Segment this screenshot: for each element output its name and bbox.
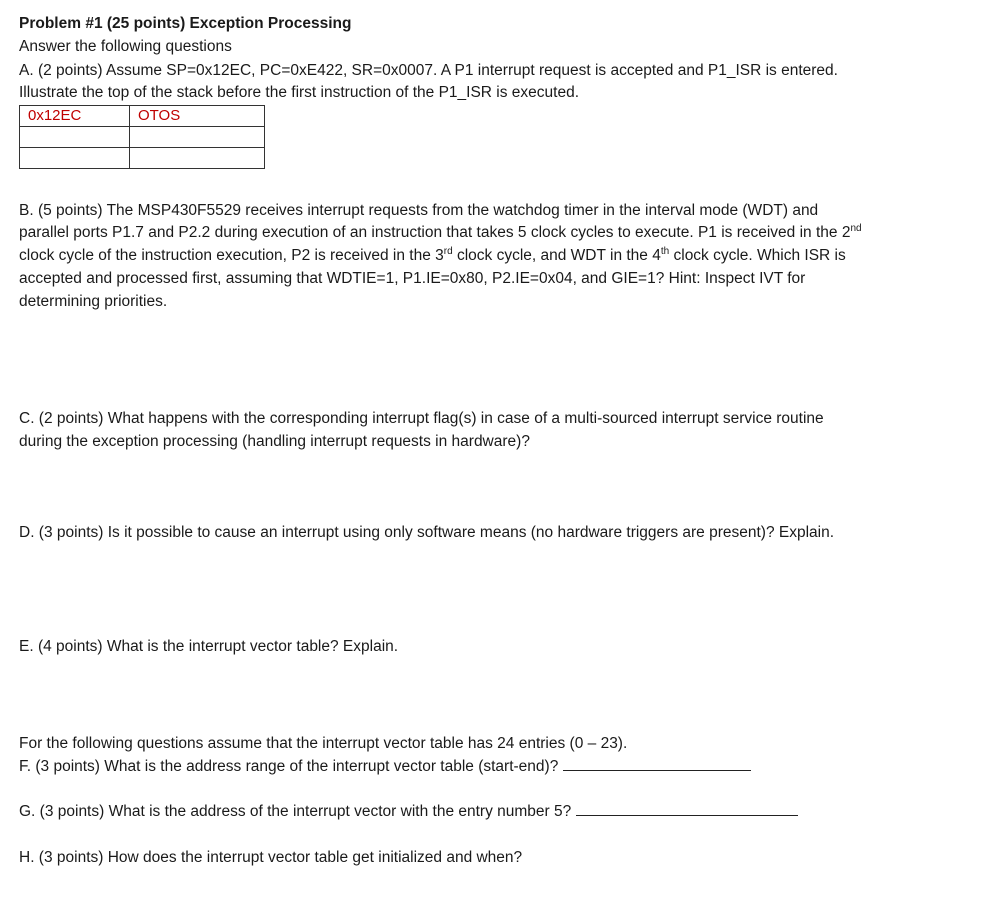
problem-instruction: Answer the following questions (19, 38, 232, 55)
stack-table (19, 105, 265, 169)
answer-blank-f[interactable] (563, 756, 751, 771)
stack-value-cell[interactable] (130, 127, 265, 148)
stack-address-cell[interactable] (20, 127, 130, 148)
problem-title: Problem #1 (25 points) Exception Processing (19, 15, 352, 32)
question-b-line-1: B. (5 points) The MSP430F5529 receives interrupt requests from the watchdog timer in the interval mode (WDT) and (19, 202, 819, 219)
question-b-line-2: parallel ports P1.7 and P2.2 during execution of an instruction that takes 5 clock cycles to execute. P1 is received in the 2nd (19, 223, 862, 241)
question-a-line-1: A. (2 points) Assume SP=0x12EC, PC=0xE422, SR=0x0007. A P1 interrupt request is accepted and P1_ISR is entered. (19, 62, 838, 79)
question-b-line-4: accepted and processed first, assuming that WDTIE=1, P1.IE=0x80, P2.IE=0x04, and GIE=1? Hint: Inspect IVT for (19, 270, 806, 287)
stack-address-cell[interactable] (20, 148, 130, 169)
question-f: F. (3 points) What is the address range of the interrupt vector table (start-end)? (19, 756, 751, 778)
stack-address-cell: 0x12EC (20, 106, 130, 127)
question-c-line-1: C. (2 points) What happens with the corresponding interrupt flag(s) in case of a multi-sourced interrupt service routine (19, 410, 824, 427)
stack-value-cell: OTOS (130, 106, 265, 127)
question-b-line-5: determining priorities. (19, 293, 168, 310)
stack-row (20, 106, 265, 127)
stack-row (20, 127, 265, 148)
stack-row (20, 148, 265, 169)
question-a-line-2: Illustrate the top of the stack before the first instruction of the P1_ISR is executed. (19, 84, 580, 101)
ivt-assumption: For the following questions assume that the interrupt vector table has 24 entries (0 – 23). (19, 735, 628, 752)
question-h: H. (3 points) How does the interrupt vector table get initialized and when? (19, 849, 523, 866)
question-c-line-2: during the exception processing (handling interrupt requests in hardware)? (19, 433, 530, 450)
question-b-line-3: clock cycle of the instruction execution, P2 is received in the 3rd clock cycle, and WDT in the 4th clock cycle. Which ISR is (19, 246, 846, 264)
question-e: E. (4 points) What is the interrupt vector table? Explain. (19, 638, 399, 655)
stack-value-cell[interactable] (130, 148, 265, 169)
question-g: G. (3 points) What is the address of the interrupt vector with the entry number 5? (19, 801, 798, 823)
answer-blank-g[interactable] (576, 801, 798, 816)
question-d: D. (3 points) Is it possible to cause an interrupt using only software means (no hardware triggers are present)? Explain. (19, 524, 835, 541)
